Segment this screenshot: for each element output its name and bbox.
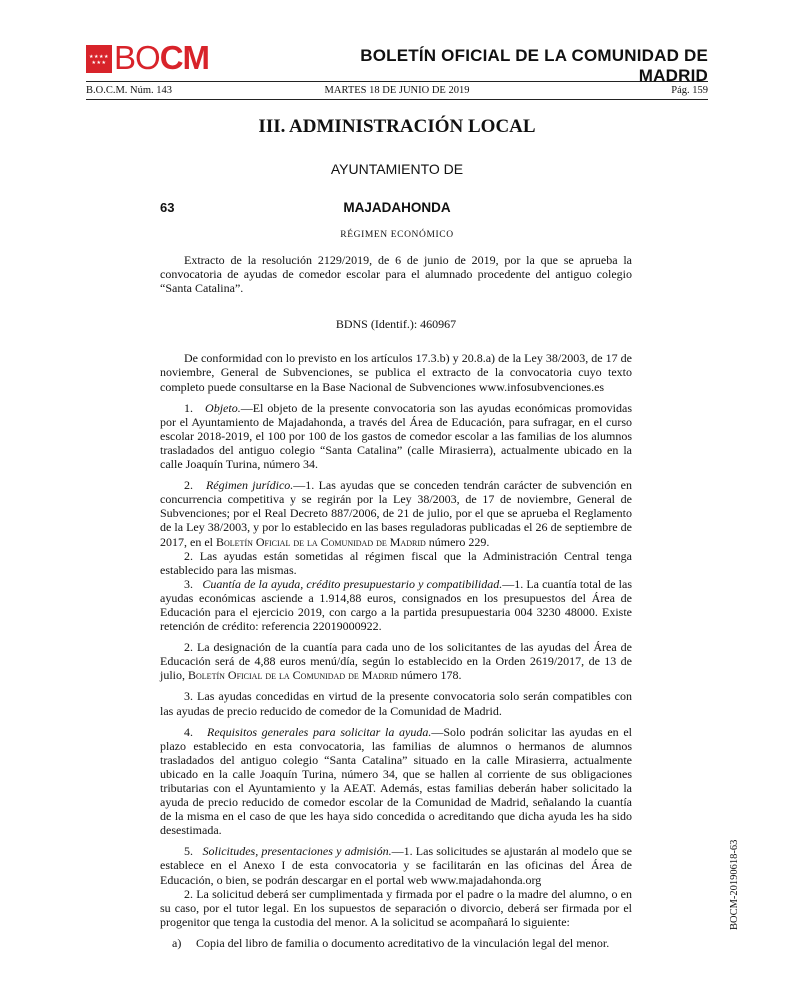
paragraph-title: Régimen jurídico. [205,478,294,493]
paragraph-requisitos: 4. Requisitos generales para solicitar la ayuda.—Solo podrán solicitar las ayudas en el plazo establecido en esta convocatoria, las familias de alumnos o hermanos de alumnos trasladados del antiguo colegio “Santa Catalina” situado en la calle Mirasierra, actualmente ubicado en la calle Joaquín Turina, número 34, que se hallen al corriente de sus obligaciones tributarias con el Ayuntamiento y la AEAT. Además, estas familias deberán haber solicitado la ayuda de precio reducido de comedor escolar de la Comunidad de Madrid, señalando la cuantía de la misma en el caso de que les haya sido concedida o acreditando que dicha ayuda les ha sido desestimada. [160,724,633,838]
paragraph-title: Cuantía de la ayuda, crédito presupuestario y compatibilidad. [202,576,503,591]
section-title: III. ADMINISTRACIÓN LOCAL [258,116,536,137]
issue-number: B.O.C.M. Núm. 143 [86,85,173,96]
paragraph-title: Objeto. [205,400,241,415]
intro-paragraph: De conformidad con lo previsto en los artículos 17.3.b) y 20.8.a) de la Ley 38/2003, de 17 de noviembre, General de Subvenciones, se publica el extracto de la convocatoria cuyo texto completo puede consultarse en la Base Nacional de Subvenciones www.infosubvenciones.es [160,351,632,394]
paragraph-solicitudes-2: 2. La solicitud deberá ser cumplimentada y firmada por el padre o la madre del alumno, o en su caso, por el tutor legal. En los supuestos de separación o divorcio, deberá ser firmada por el progenitor que tenga la custodia del menor. A la solicitud se acompañará lo siguiente: [160,886,632,929]
bulletin-title: BOLETÍN OFICIAL DE LA COMUNIDAD DE MADRID [360,46,708,85]
list-item-text: Copia del libro de familia o documento acreditativo de la vinculación legal del menor. [196,935,610,950]
entry-number: 63 [160,200,175,215]
madrid-flag-icon: ★★★★ ★★★ [86,45,112,73]
municipality-name: MAJADAHONDA [343,200,451,215]
ayuntamiento-heading: AYUNTAMIENTO DE [330,161,464,177]
side-document-code: BOCM-20190618-63 [729,839,740,930]
paragraph-cuantia-2: 2. La designación de la cuantía para cada uno de los solicitantes de las ayudas del Área de Educación será de 4,88 euros menú/día, según lo establecido en la Orden 2619/2017, de 13 de julio, Boletín Oficial de la Comunidad de Madrid número 178. [160,640,632,683]
issue-date: MARTES 18 DE JUNIO DE 2019 [324,85,470,96]
paragraph-solicitudes: 5. Solicitudes, presentaciones y admisión.—1. Las solicitudes se ajustarán al modelo que se establece en el Anexo I de esta convocatoria y se facilitarán en las oficinas del Área de Educación, o bien, se podrán descargar en el portal web www.majadahonda.org [160,844,633,887]
paragraph-regimen: 2. Régimen jurídico.—1. Las ayudas que se conceden tendrán carácter de subvención en concurrencia competitiva y se regirán por la Ley 38/2003, de 17 de noviembre, General de Subvenciones; por el Real Decreto 887/2006, de 21 de julio, por el que se aprueba el Reglamento de la Ley 38/2003, y por lo establecido en las bases reguladoras publicadas el 26 de septiembre de 2017, en el Boletín Oficial de la Comunidad de Madrid número 229. [160,478,633,549]
extracto-paragraph: Extracto de la resolución 2129/2019, de 6 de junio de 2019, por la que se aprueba la convocatoria de ayudas de comedor escolar para el alumnado procedente del antiguo colegio “Santa Catalina”. [160,253,632,296]
paragraph-objeto: 1. Objeto.—El objeto de la presente convocatoria son las ayudas económicas promovidas por el Ayuntamiento de Majadahonda, a través del Área de Educación, para sufragar, en el curso escolar 2018-2019, el 100 por 100 de los gastos de comedor escolar a las familias de los alumnos trasladados del antiguo colegio “Santa Catalina” (calle Mirasierra), actualmente ubicado en la calle Joaquín Turina, número 34. [160,400,633,472]
paragraph-regimen-2: 2. Las ayudas están sometidas al régimen fiscal que la Administración Central tenga establecido para las mismas. [160,548,632,577]
header-rule-bottom [86,99,708,100]
boletin-reference: Boletín Oficial de la Comunidad de Madrid [216,534,426,549]
header-rule-top [86,81,708,82]
page-number: Pág. 159 [671,85,708,96]
paragraph-cuantia-3: 3. Las ayudas concedidas en virtud de la presente convocatoria solo serán compatibles con las ayudas de precio reducido de comedor de la Comunidad de Madrid. [160,689,632,718]
document-body [160,253,632,950]
bdns-identifier: BDNS (Identif.): 460967 [335,317,457,332]
list-item [160,936,632,950]
paragraph-cuantia: 3. Cuantía de la ayuda, crédito presupuestario y compatibilidad.—1. La cuantía total de las ayudas económicas asciende a 1.914,88 euros, consignados en los presupuestos del Área de Educación para el ejercicio 2019, con cargo a la partida presupuestaria 004 3230 48000. Existe retención de crédito: referencia 22019000922. [160,576,633,634]
boletin-reference: Boletín Oficial de la Comunidad de Madrid [188,668,398,683]
paragraph-title: Requisitos generales para solicitar la ayuda. [207,724,432,739]
list-item-label: a) [172,935,182,950]
logo-text-bo: BO [114,39,160,76]
subject-heading: RÉGIMEN ECONÓMICO [340,230,454,240]
logo-text-cm: CM [159,39,210,76]
bocm-logo [86,40,209,76]
paragraph-title: Solicitudes, presentaciones y admisión. [202,844,392,859]
